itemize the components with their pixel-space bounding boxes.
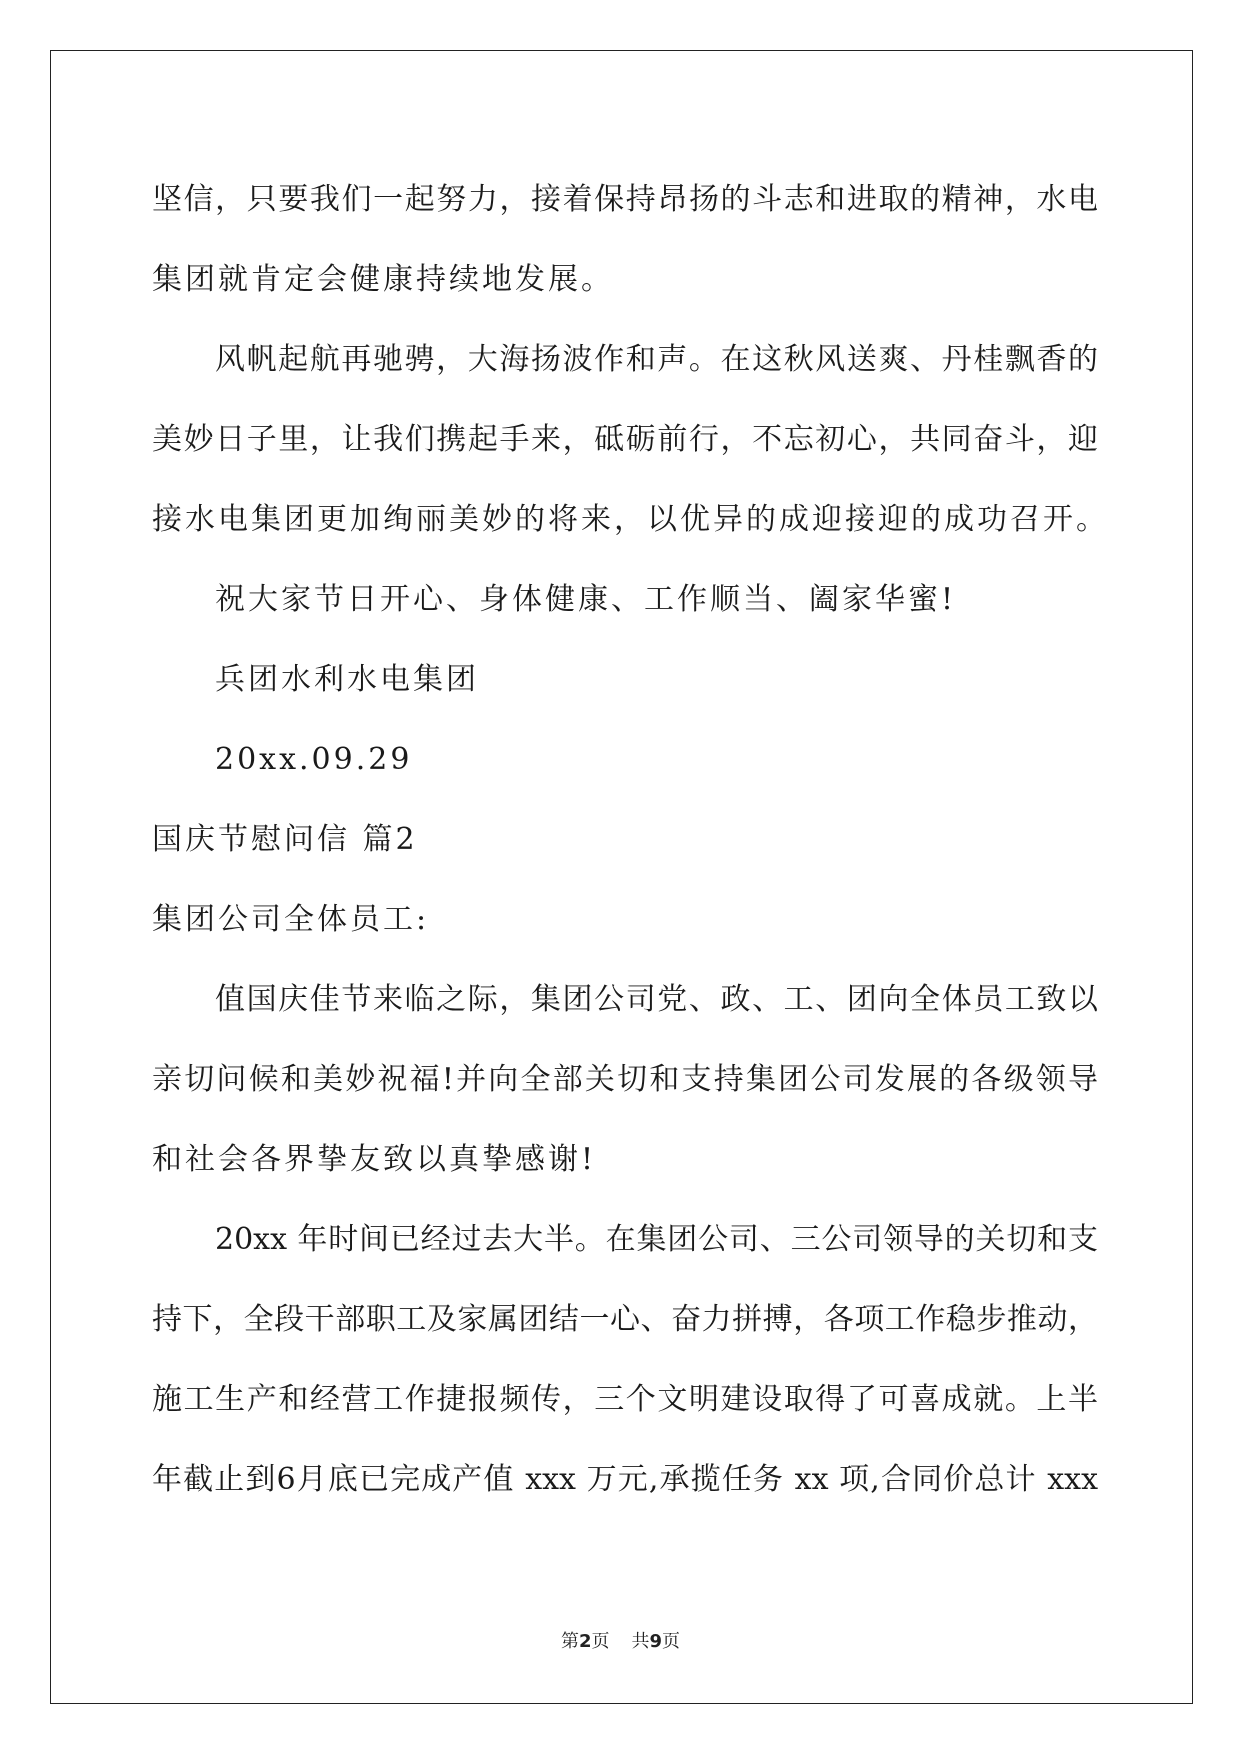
signature-date: 20xx.09.29 <box>215 742 413 777</box>
page-suffix: 页 <box>591 1631 610 1652</box>
page-prefix: 第 <box>560 1631 579 1652</box>
section-heading: 国庆节慰问信 篇2 <box>152 822 418 857</box>
total-page-number: 9 <box>649 1631 663 1652</box>
paragraph-line: 持下，全段干部职工及家属团结一心、奋力拼搏，各项工作稳步推动， <box>152 1302 1098 1337</box>
total-prefix: 共 <box>631 1631 650 1652</box>
paragraph-line: 值国庆佳节来临之际，集团公司党、政、工、团向全体员工致以 <box>215 982 1098 1017</box>
paragraph-line: 20xx 年时间已经过去大半。在集团公司、三公司领导的关切和支 <box>215 1222 1098 1257</box>
paragraph-line: 集团就肯定会健康持续地发展。 <box>152 262 614 297</box>
paragraph-line: 风帆起航再驰骋，大海扬波作和声。在这秋风送爽、丹桂飘香的 <box>215 342 1098 377</box>
current-page-number: 2 <box>578 1631 592 1652</box>
paragraph-line: 接水电集团更加绚丽美妙的将来，以优异的成迎接迎的成功召开。 <box>152 502 1109 537</box>
page-footer <box>0 1630 1241 1654</box>
paragraph-line: 和社会各界挚友致以真挚感谢! <box>152 1142 597 1177</box>
greeting-line: 祝大家节日开心、身体健康、工作顺当、阖家华蜜! <box>215 582 957 617</box>
total-suffix: 页 <box>662 1631 681 1652</box>
paragraph-line: 美妙日子里，让我们携起手来，砥砺前行，不忘初心，共同奋斗，迎 <box>152 422 1098 457</box>
salutation: 集团公司全体员工: <box>152 902 430 937</box>
paragraph-line: 施工生产和经营工作捷报频传，三个文明建设取得了可喜成就。上半 <box>152 1382 1098 1417</box>
signature-organization: 兵团水利水电集团 <box>215 662 479 697</box>
paragraph-line: 坚信，只要我们一起努力，接着保持昂扬的斗志和进取的精神，水电 <box>152 182 1098 217</box>
paragraph-line: 年截止到6月底已完成产值 xxx 万元,承揽任务 xx 项,合同价总计 xxx <box>152 1462 1098 1497</box>
paragraph-line: 亲切问候和美妙祝福!并向全部关切和支持集团公司发展的各级领导 <box>152 1062 1098 1097</box>
document-body <box>152 160 1109 1520</box>
